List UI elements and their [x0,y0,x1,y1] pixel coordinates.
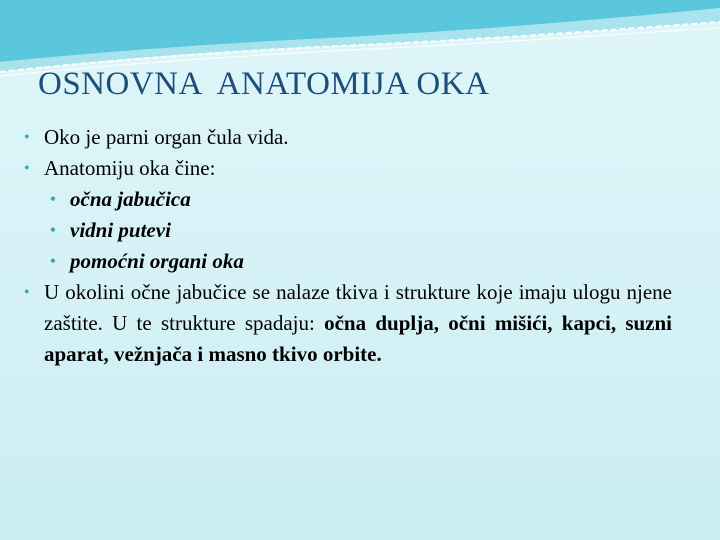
sub-bullet-item [24,215,672,246]
bullet-text-bold: očna duplja, očni mišići, kapci, suzni aparat, vežnjača i masno tkivo orbite. [44,311,673,366]
bullet-item [24,122,672,153]
bullet-text-normal: U okolini očne jabučice se nalaze tkiva i strukture koje imaju ulogu njene zaštite. U te strukture spadaju: [44,280,672,335]
slide-content [24,122,672,370]
sub-bullet-text: vidni putevi [70,218,171,242]
sub-bullet-text: pomoćni organi oka [70,249,244,273]
bullet-item [24,153,672,184]
sub-bullet-text: očna jabučica [70,187,191,211]
bullet-dot-icon: • [50,222,56,239]
bullet-item [24,277,672,370]
bullet-dot-icon: • [50,191,56,208]
bullet-dot-icon: • [24,129,30,146]
page-title: OSNOVNA ANATOMIJA OKA [38,66,490,102]
sub-bullet-item [24,246,672,277]
bullet-dot-icon: • [50,253,56,270]
bullet-text: Anatomiju oka čine: [44,156,216,180]
bullet-text: Oko je parni organ čula vida. [44,125,289,149]
bullet-dot-icon: • [24,160,30,177]
bullet-text [44,277,672,370]
bullet-dot-icon: • [24,284,30,301]
sub-bullet-item [24,184,672,215]
